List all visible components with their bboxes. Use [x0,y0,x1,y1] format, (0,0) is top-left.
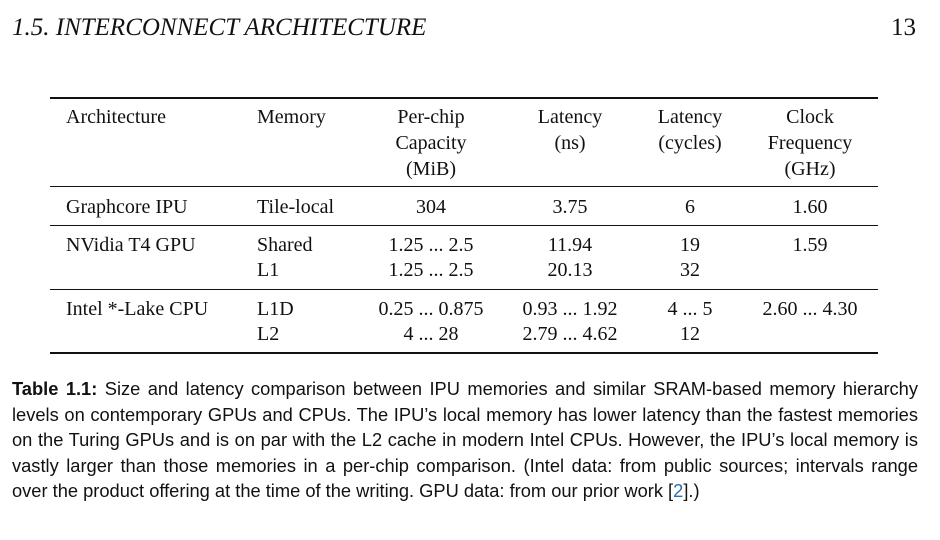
header-memory: Memory [257,106,326,128]
header-latency-ns-line2: (ns) [554,132,586,154]
table-top-rule [50,97,878,99]
table-bottom-rule [50,352,878,354]
cell-architecture: Intel *-Lake CPU [66,298,209,320]
cell-latency-ns: 11.94 [547,234,593,256]
row-rule [50,225,878,226]
cell-latency-ns: 0.93 ... 1.92 [522,298,618,320]
cell-latency-cycles: 19 [680,234,700,256]
header-capacity-line2: Capacity [395,132,467,154]
cell-latency-ns: 3.75 [552,196,588,218]
caption-label: Table 1.1: [12,378,98,399]
cell-memory: L1 [257,259,280,281]
header-latency-ns-line1: Latency [537,106,603,128]
page-number: 13 [891,14,916,41]
cell-latency-ns: 20.13 [547,259,593,281]
cell-capacity: 304 [416,196,446,218]
cell-memory: Shared [257,234,313,256]
cell-latency-cycles: 32 [680,259,700,281]
cell-clock: 2.60 ... 4.30 [762,298,858,320]
caption-tail: ].) [683,480,700,501]
cell-latency-cycles: 6 [685,196,695,218]
cell-latency-cycles: 4 ... 5 [667,298,713,320]
cell-memory: L2 [257,323,280,345]
cell-capacity: 1.25 ... 2.5 [388,234,474,256]
header-clock-line3: (GHz) [784,158,836,180]
section-title: 1.5. INTERCONNECT ARCHITECTURE [12,14,427,41]
header-rule [50,186,878,187]
cell-clock: 1.60 [792,196,828,218]
row-rule [50,289,878,290]
header-clock-line1: Clock [786,106,834,128]
cell-memory: Tile-local [257,196,335,218]
cell-capacity: 0.25 ... 0.875 [378,298,484,320]
header-clock-line2: Frequency [767,132,853,154]
header-latency-cycles-line1: Latency [657,106,723,128]
table-caption [12,376,918,504]
header-capacity-line1: Per-chip [397,106,465,128]
caption-text: Size and latency comparison between IPU memories and similar SRAM-based memory hierarchy levels on contemporary GPUs and CPUs. The IPU’s local memory has lower latency than the fastest memories on the Turing GPUs and is on par with the L2 cache in modern Intel CPUs. However, the IPU’s local memory is vastly larger than those memories in a per-chip comparison. (Intel data: from public sources; intervals range over the product offering at the time of the writing. GPU data: from our prior work [ [12,378,918,501]
cell-latency-cycles: 12 [680,323,700,345]
cell-clock: 1.59 [792,234,828,256]
cell-capacity: 4 ... 28 [403,323,459,345]
cell-latency-ns: 2.79 ... 4.62 [522,323,618,345]
cell-memory: L1D [257,298,294,320]
cell-architecture: Graphcore IPU [66,196,188,218]
header-architecture: Architecture [66,106,166,128]
header-capacity-line3: (MiB) [406,158,456,180]
cell-capacity: 1.25 ... 2.5 [388,259,474,281]
citation-link[interactable]: 2 [673,480,684,501]
header-latency-cycles-line2: (cycles) [658,132,722,154]
cell-architecture: NVidia T4 GPU [66,234,196,256]
